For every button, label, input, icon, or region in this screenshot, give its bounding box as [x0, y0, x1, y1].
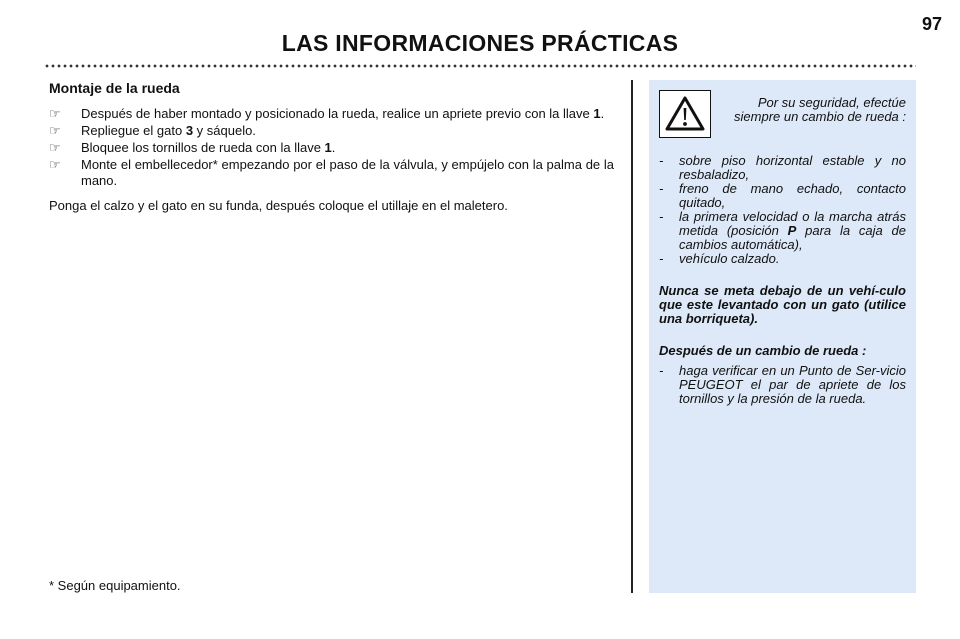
warning-triangle-icon: [659, 90, 711, 138]
pointing-hand-icon: ☞: [49, 123, 61, 138]
instruction-item: [49, 140, 614, 156]
instruction-text: Repliegue el gato: [81, 123, 186, 138]
danger-warning: Nunca se meta debajo de un vehí-culo que este levantado con un gato (utilice una borriqueta).: [659, 283, 906, 326]
page-number: 97: [921, 14, 942, 34]
storage-paragraph: Ponga el calzo y el gato en su funda, después coloque el utillaje en el maletero.: [49, 198, 508, 213]
condition-text: sobre piso horizontal estable y no resbaladizo,: [679, 153, 906, 182]
main-column: [49, 80, 614, 214]
instruction-text-end: .: [331, 140, 336, 155]
dash-marker: -: [659, 153, 664, 168]
instruction-item: [49, 106, 614, 122]
condition-item: [659, 154, 906, 182]
instruction-ref: 1: [324, 140, 332, 155]
after-change-heading: Después de un cambio de rueda :: [659, 343, 867, 358]
column-divider: [631, 80, 633, 593]
instruction-text: Bloquee los tornillos de rueda con la llave: [81, 140, 325, 155]
gear-position: P: [787, 223, 797, 238]
condition-item: [659, 210, 906, 252]
condition-item: [659, 182, 906, 210]
after-change-item: [659, 364, 906, 406]
safety-intro-row: [659, 90, 906, 138]
instruction-item: [49, 123, 614, 139]
after-change-list: [659, 364, 906, 406]
dash-marker: -: [659, 251, 664, 266]
conditions-list: [659, 154, 906, 266]
instruction-text: Monte el embellecedor* empezando por el paso de la válvula, y empújelo con la palma de la mano.: [81, 157, 614, 188]
condition-text: freno de mano echado, contacto quitado,: [679, 181, 906, 210]
dash-marker: -: [659, 363, 664, 378]
instruction-ref: 3: [185, 123, 194, 138]
instruction-text: Después de haber montado y posicionado la rueda, realice un apriete previo con la llave: [81, 106, 594, 121]
dash-marker: -: [659, 209, 664, 224]
pointing-hand-icon: ☞: [49, 140, 61, 155]
instruction-item: [49, 157, 614, 189]
pointing-hand-icon: ☞: [49, 106, 61, 121]
footnote: * Según equipamiento.: [49, 578, 181, 593]
condition-text: vehículo calzado.: [679, 251, 780, 266]
safety-intro: Por su seguridad, efectúe siempre un cambio de rueda :: [734, 95, 906, 124]
safety-panel: [649, 80, 916, 593]
instruction-ref: 1: [593, 106, 601, 121]
dotted-divider: [44, 64, 916, 68]
condition-item: [659, 252, 906, 266]
condition-text-end: para la caja de cambios automática),: [679, 223, 906, 252]
dash-marker: -: [659, 181, 664, 196]
section-title: Montaje de la rueda: [49, 80, 180, 96]
condition-text: la primera velocidad o la marcha atrás metida (posición: [679, 209, 906, 238]
instruction-text-end: .: [600, 106, 605, 121]
instruction-text-end: y sáquelo.: [193, 123, 256, 138]
after-change-text: haga verificar en un Punto de Ser-vicio PEUGEOT el par de apriete de los tornillos y la presión de la rueda.: [679, 363, 906, 406]
pointing-hand-icon: ☞: [49, 157, 61, 172]
page-title: LAS INFORMACIONES PRÁCTICAS: [281, 30, 679, 56]
